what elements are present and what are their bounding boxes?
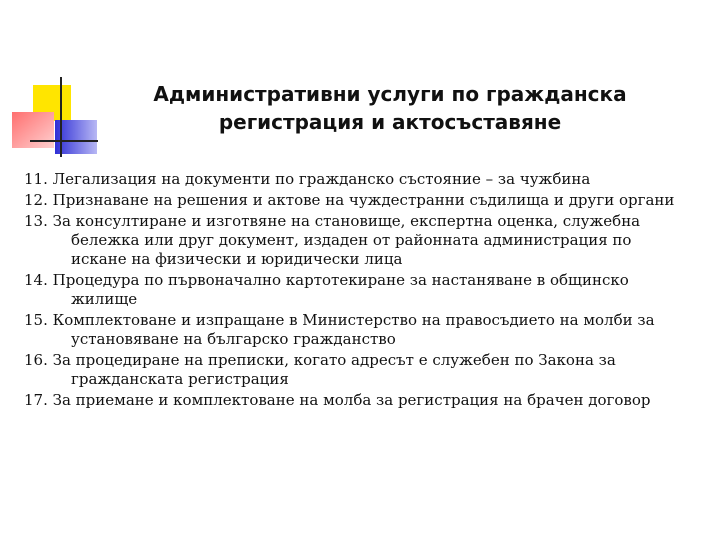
list-item: 14. Процедура по първоначално картотекиране за настаняване в общинско жилище [24, 271, 629, 308]
list-item: 12. Признаване на решения и актове на чуждестранни съдилища и други органи [24, 191, 675, 209]
list-item: 16. За процедиране на преписки, когато адресът е служебен по Закона за гражданската регистрация [24, 351, 616, 388]
horizontal-line [30, 140, 98, 142]
vertical-line [60, 77, 62, 157]
list-item: 17. За приемане и комплектоване на молба за регистрация на брачен договор [24, 391, 651, 409]
slide-title: Административни услуги по гражданска регистрация и актосъставяне [153, 82, 627, 134]
red-square [12, 112, 54, 148]
list-item: 15. Комплектоване и изпращане в Министерство на правосъдието на молби за установяване на българско гражданство [24, 311, 655, 348]
list-item: 13. За консултиране и изготвяне на становище, експертна оценка, служебна бележка или друг документ, издаден от районната администрация по искане на физически и юридически лица [24, 212, 641, 268]
list-item: 11. Легализация на документи по гражданско състояние – за чужбина [24, 170, 591, 188]
services-list [24, 170, 684, 412]
decorative-corner-graphic [0, 0, 110, 170]
